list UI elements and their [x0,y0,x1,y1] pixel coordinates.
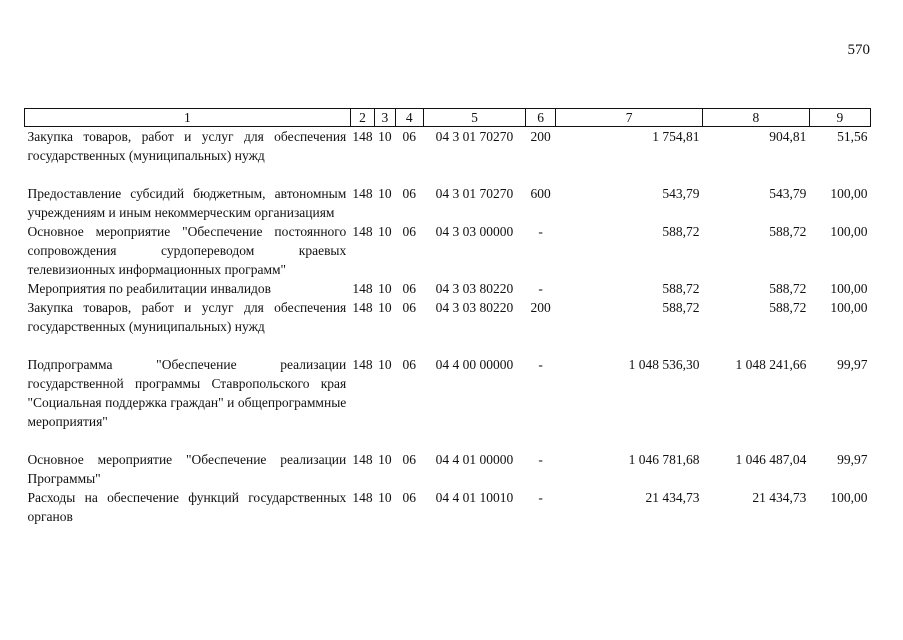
row-value-7: 588,72 [662,281,700,296]
row-value-7: 1 754,81 [652,129,700,144]
row-value-7: 21 434,73 [645,490,700,505]
table-row [25,450,871,488]
row-gr: 148 [352,357,373,372]
row-csr: 04 3 03 80220 [435,300,514,315]
row-rz: 10 [378,300,392,315]
row-vr: 600 [530,186,551,201]
row-gr: 148 [352,129,373,144]
row-name: Закупка товаров, работ и услуг для обеспечения государственных (муниципальных) нужд [27,300,347,334]
column-header-8: 8 [702,109,809,127]
row-pr: 06 [402,300,417,315]
row-value-8: 588,72 [769,300,807,315]
row-vr: - [538,281,543,296]
table-row [25,184,871,222]
row-gr: 148 [352,452,373,467]
row-value-9: 100,00 [830,490,868,505]
row-value-8: 543,79 [769,186,807,201]
row-value-8: 588,72 [769,281,807,296]
row-value-7: 543,79 [662,186,700,201]
row-gr: 148 [352,281,373,296]
row-vr: 200 [530,129,551,144]
budget-table [24,108,871,526]
column-header-2: 2 [350,109,374,127]
row-name: Подпрограмма "Обеспечение реализации государственной программы Ставропольского края "Социальная поддержка граждан" и общепрограммные мероприятия" [27,357,347,429]
row-name: Закупка товаров, работ и услуг для обеспечения государственных (муниципальных) нужд [27,129,347,163]
header-row [25,109,871,127]
row-value-8: 1 048 241,66 [735,357,807,372]
row-value-7: 1 046 781,68 [628,452,700,467]
row-value-8: 21 434,73 [752,490,807,505]
row-rz: 10 [378,281,392,296]
row-vr: - [538,224,543,239]
row-gr: 148 [352,224,373,239]
row-name: Предоставление субсидий бюджетным, автономным учреждениям и иным некоммерческим организациям [27,186,347,220]
row-value-7: 588,72 [662,224,700,239]
row-vr: - [538,452,543,467]
row-csr: 04 3 01 70270 [435,129,514,144]
row-value-9: 99,97 [837,357,868,372]
row-csr: 04 4 01 10010 [435,490,514,505]
table-row [25,355,871,431]
row-pr: 06 [402,281,417,296]
page-number: 570 [847,42,870,58]
row-rz: 10 [378,224,392,239]
table-row [25,127,871,166]
row-gr: 148 [352,490,373,505]
row-rz: 10 [378,357,392,372]
row-csr: 04 3 03 80220 [435,281,514,296]
row-value-7: 1 048 536,30 [628,357,700,372]
row-value-8: 588,72 [769,224,807,239]
column-header-9: 9 [809,109,870,127]
row-csr: 04 3 01 70270 [435,186,514,201]
row-pr: 06 [402,224,417,239]
column-header-5: 5 [424,109,526,127]
row-vr: 200 [530,300,551,315]
row-pr: 06 [402,490,417,505]
table-row [25,279,871,298]
row-value-9: 99,97 [837,452,868,467]
row-value-9: 100,00 [830,300,868,315]
row-csr: 04 4 00 00000 [435,357,514,372]
row-name: Основное мероприятие "Обеспечение постоянного сопровождения сурдопереводом краевых телевизионных информационных программ" [27,224,347,277]
table-row [25,222,871,279]
row-csr: 04 3 03 00000 [435,224,514,239]
row-value-7: 588,72 [662,300,700,315]
row-rz: 10 [378,490,392,505]
row-pr: 06 [402,452,417,467]
column-header-7: 7 [556,109,703,127]
table-row [25,488,871,526]
column-header-3: 3 [375,109,395,127]
row-pr: 06 [402,357,417,372]
row-rz: 10 [378,186,392,201]
row-csr: 04 4 01 00000 [435,452,514,467]
row-value-8: 1 046 487,04 [735,452,807,467]
column-header-4: 4 [395,109,424,127]
table-row [25,298,871,336]
row-rz: 10 [378,452,392,467]
column-header-1: 1 [25,109,351,127]
row-name: Расходы на обеспечение функций государственных органов [27,490,347,524]
row-spacer [25,336,871,355]
row-value-9: 100,00 [830,186,868,201]
row-vr: - [538,490,543,505]
row-spacer [25,431,871,450]
row-gr: 148 [352,300,373,315]
row-name: Основное мероприятие "Обеспечение реализации Программы" [27,452,347,486]
row-vr: - [538,357,543,372]
row-value-9: 100,00 [830,224,868,239]
row-rz: 10 [378,129,392,144]
row-value-9: 100,00 [830,281,868,296]
row-value-9: 51,56 [837,129,868,144]
row-pr: 06 [402,186,417,201]
row-value-8: 904,81 [769,129,807,144]
column-header-6: 6 [525,109,556,127]
row-gr: 148 [352,186,373,201]
row-pr: 06 [402,129,417,144]
row-name: Мероприятия по реабилитации инвалидов [27,281,272,296]
row-spacer [25,165,871,184]
